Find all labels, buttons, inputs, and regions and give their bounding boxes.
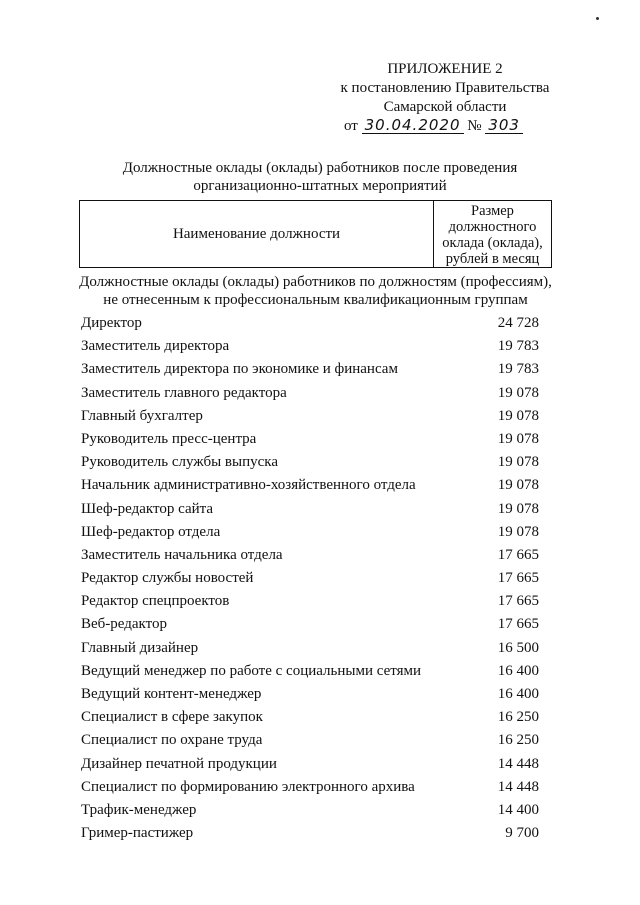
table-row [81,382,551,405]
table-row [81,521,551,544]
table-row [81,706,551,729]
table-row [81,474,551,497]
position-name: Редактор службы новостей [81,570,254,587]
position-name: Заместитель начальника отдела [81,546,283,563]
group-caption [79,273,552,309]
appendix-title: ПРИЛОЖЕНИЕ 2 [387,61,503,77]
table-row [81,660,551,683]
salary-value: 19 783 [497,338,539,355]
salary-value: 17 665 [497,616,539,633]
handwritten-number: 303 [485,117,523,134]
table-row [81,683,551,706]
salary-value: 16 400 [497,662,539,679]
document-title-line-2: организационно-штатных мероприятий [193,178,447,194]
appendix-line-1: к постановлению Правительства [340,80,550,96]
salary-value: 17 665 [497,546,539,563]
position-name: Шеф-редактор отдела [81,523,221,540]
header-salary-line-1: Размер [471,203,514,219]
salary-value: 24 728 [497,315,539,331]
group-caption-line-2: не отнесенным к профессиональным квалификационным группам [103,292,528,308]
table-row [81,729,551,752]
position-name: Редактор спецпроектов [81,593,230,610]
salary-value: 19 078 [497,454,539,471]
salary-value: 16 250 [497,732,539,749]
position-name: Специалист в сфере закупок [81,709,263,726]
salary-value: 17 665 [497,593,539,610]
table-row [81,335,551,358]
position-name: Специалист по охране труда [81,732,263,749]
position-name: Специалист по формированию электронного архива [81,778,415,795]
header-salary-line-4: рублей в месяц [445,251,540,267]
salary-value: 17 665 [497,570,539,587]
position-name: Руководитель пресс-центра [81,430,257,447]
table-row [81,776,551,799]
position-name: Веб-редактор [81,616,167,633]
salary-value: 19 078 [497,430,539,447]
salary-value: 16 400 [497,686,539,702]
appendix-dateline [330,117,560,136]
position-name: Заместитель главного редактора [81,384,287,401]
date-prefix: от [344,118,358,134]
handwritten-date: 30.04.2020 [362,117,464,134]
table-row [81,405,551,428]
header-salary-line-2: должностного [448,219,537,235]
position-name: Гример-пастижер [81,825,194,842]
position-name: Дизайнер печатной продукции [81,755,277,772]
position-name: Главный дизайнер [81,639,199,656]
table-row [81,428,551,451]
salary-value: 9 700 [505,825,539,842]
position-name: Ведущий менеджер по работе с социальными сетями [81,662,422,679]
salary-value: 19 078 [497,523,539,540]
table-row [81,358,551,381]
position-name: Начальник административно-хозяйственного отдела [81,477,416,494]
table-row [81,451,551,474]
table-row [81,799,551,822]
document-title-line-1: Должностные оклады (оклады) работников после проведения [122,160,518,176]
table-row [81,498,551,521]
number-prefix: № [467,118,482,134]
group-caption-line-1: Должностные оклады (оклады) работников по должностям (профессиям), [79,274,552,290]
position-name: Шеф-редактор сайта [81,500,214,517]
header-position-name: Наименование должности [80,201,434,267]
table-row [81,590,551,613]
salary-value: 16 250 [497,709,539,726]
salary-value: 16 500 [497,639,539,656]
salary-value: 19 078 [497,384,539,401]
salary-value: 19 078 [497,500,539,517]
salary-rows [81,312,551,845]
table-row [81,567,551,590]
salary-value: 19 783 [497,361,539,378]
table-row [81,637,551,660]
appendix-block [330,60,560,136]
table-row [81,544,551,567]
header-salary [434,201,551,267]
table-row [81,312,551,335]
table-header [79,200,552,268]
table-row [81,753,551,776]
salary-value: 19 078 [497,477,539,494]
scan-speck [596,17,599,20]
document-title [100,159,540,195]
salary-value: 14 400 [497,801,539,818]
position-name: Руководитель службы выпуска [81,454,278,471]
position-name: Заместитель директора [81,338,230,355]
position-name: Директор [81,315,142,331]
salary-value: 19 078 [497,407,539,424]
position-name: Трафик-менеджер [81,801,197,818]
appendix-line-2: Самарской области [383,99,507,115]
position-name: Ведущий контент-менеджер [81,686,262,702]
position-name: Главный бухгалтер [81,407,203,424]
position-name: Заместитель директора по экономике и финансам [81,361,398,378]
header-salary-line-3: оклада (оклада), [442,235,543,251]
table-row [81,613,551,636]
salary-value: 14 448 [497,755,539,772]
salary-value: 14 448 [497,778,539,795]
table-row [81,822,551,845]
